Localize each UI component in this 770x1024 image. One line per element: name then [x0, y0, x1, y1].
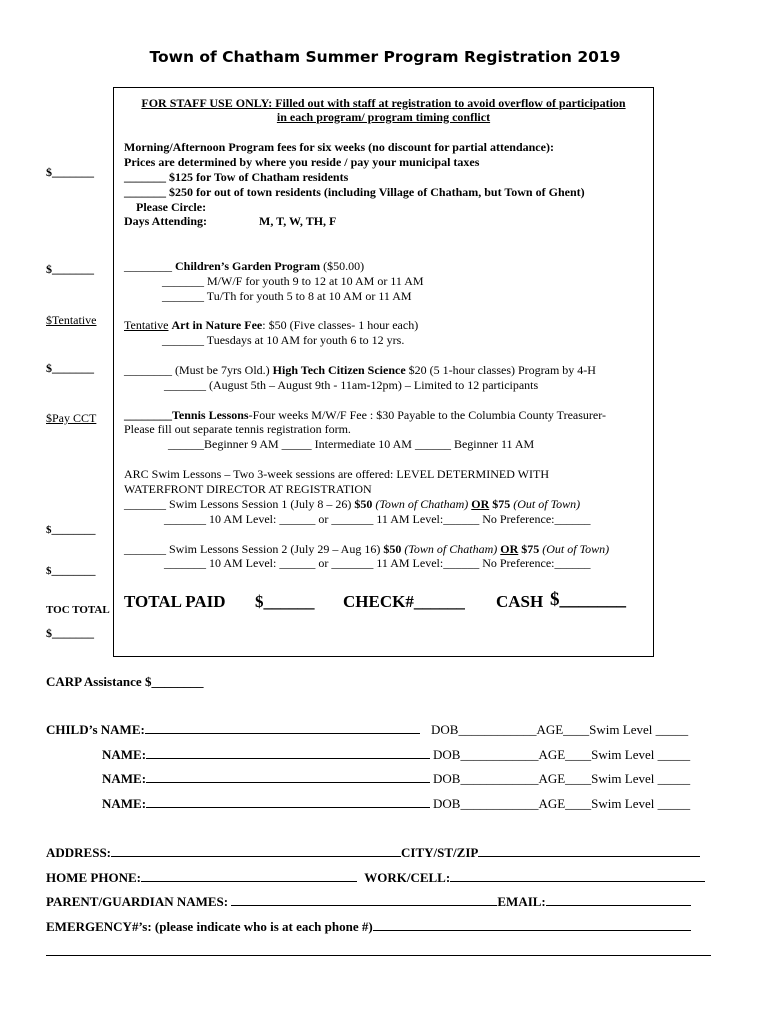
- hightech-dates[interactable]: _______ (August 5th – August 9th - 11am-12pm) – Limited to 12 participants: [164, 378, 539, 392]
- swim-session1-out: (Out of Town): [513, 497, 581, 511]
- child-dob-4[interactable]: DOB____________AGE____Swim Level _____: [433, 796, 691, 811]
- child-name-label: CHILD’s NAME:: [46, 722, 145, 737]
- swim-session2-times[interactable]: _______ 10 AM Level: ______ or _______ 11 AM Level:______ No Preference:______: [164, 556, 591, 570]
- swim-session2-fee2: $75: [521, 542, 540, 556]
- page-title: Town of Chatham Summer Program Registration 2019: [149, 48, 621, 66]
- swim-session2-out: (Out of Town): [542, 542, 610, 556]
- swim-session1-label: _______ Swim Lessons Session 1 (July 8 – 26): [124, 497, 352, 511]
- art-fee: : $50 (Five classes- 1 hour each): [262, 318, 419, 332]
- art-program-name: Art in Nature: [171, 318, 242, 332]
- art-tentative: Tentative: [124, 318, 169, 332]
- phone-field[interactable]: [46, 870, 705, 886]
- cash-blank[interactable]: $_______: [550, 589, 626, 610]
- hightech-fee: $20 (5 1-hour classes) Program by 4-H: [408, 363, 596, 377]
- toc-total-label: TOC TOTAL: [46, 604, 110, 616]
- swim-intro-line1: ARC Swim Lessons – Two 3-week sessions are offered: LEVEL DETERMINED WITH: [124, 467, 549, 481]
- swim-session2-label: _______ Swim Lessons Session 2 (July 29 – Aug 16): [124, 542, 381, 556]
- child-name-1[interactable]: [46, 722, 420, 738]
- tennis-blank[interactable]: ________: [124, 408, 172, 422]
- fee-pay-cct: $Pay CCT: [46, 411, 97, 425]
- swim-session1-fee: $50: [354, 497, 373, 511]
- swim-session2-fee: $50: [383, 542, 402, 556]
- garden-option-tuth[interactable]: _______ Tu/Th for youth 5 to 8 at 10 AM or 11 AM: [162, 289, 412, 303]
- days-attending-label: Days Attending:: [124, 214, 208, 228]
- fee-blank-hightech[interactable]: $_______: [46, 361, 94, 375]
- work-cell-label: WORK/CELL:: [364, 870, 451, 885]
- swim-session2-town: (Town of Chatham): [404, 542, 498, 556]
- email-label: EMAIL:: [497, 894, 546, 909]
- swim-session1[interactable]: [124, 497, 580, 512]
- total-paid-label: TOTAL PAID: [124, 592, 226, 611]
- hightech-program-line: [124, 363, 596, 378]
- swim-session1-or: OR: [471, 497, 490, 511]
- child-dob-2[interactable]: DOB____________AGE____Swim Level _____: [433, 747, 691, 762]
- guardian-label: PARENT/GUARDIAN NAMES:: [46, 894, 229, 909]
- child-name-label: NAME:: [102, 747, 147, 762]
- hightech-prefix: (Must be 7yrs Old.): [175, 363, 270, 377]
- garden-option-mwf[interactable]: _______ M/W/F for youth 9 to 12 at 10 AM or 11 AM: [162, 274, 424, 288]
- child-name-4[interactable]: [102, 796, 430, 812]
- swim-session2-or: OR: [500, 542, 519, 556]
- cash-label: CASH: [496, 592, 544, 611]
- swim-session1-town: (Town of Chatham): [375, 497, 469, 511]
- carp-assistance[interactable]: CARP Assistance $________: [46, 674, 204, 689]
- home-phone-label: HOME PHONE:: [46, 870, 141, 885]
- swim-session1-times[interactable]: _______ 10 AM Level: ______ or _______ 11 AM Level:______ No Preference:______: [164, 512, 591, 526]
- fee-blank-garden[interactable]: $_______: [46, 262, 94, 276]
- garden-program-name: Children’s Garden Program: [175, 259, 321, 273]
- staff-note-line1: FOR STAFF USE ONLY: Filled out with staff at registration to avoid overflow of participation: [141, 96, 626, 110]
- child-name-label: NAME:: [102, 796, 147, 811]
- resident-fee-option[interactable]: _______ $125 for Tow of Chatham residents: [124, 170, 349, 184]
- child-dob-1[interactable]: DOB____________AGE____Swim Level _____: [431, 722, 689, 737]
- toc-total-blank[interactable]: $_______: [46, 626, 94, 640]
- check-number-blank[interactable]: CHECK#______: [343, 592, 465, 611]
- garden-program-fee: ($50.00): [323, 259, 365, 273]
- staff-note-line2: in each program/ program timing conflict: [276, 110, 491, 124]
- fee-blank-swim1[interactable]: $________: [46, 524, 96, 536]
- days-attending-options[interactable]: M, T, W, TH, F: [259, 214, 337, 228]
- program-fees-note: Prices are determined by where you reside / pay your municipal taxes: [124, 155, 480, 169]
- tennis-program-name: Tennis Lessons: [172, 408, 249, 422]
- tennis-program-line: [124, 408, 606, 423]
- please-circle-label: Please Circle:: [136, 200, 207, 214]
- child-name-label: NAME:: [102, 771, 147, 786]
- hightech-program-name: High Tech Citizen Science: [272, 363, 406, 377]
- child-dob-3[interactable]: DOB____________AGE____Swim Level _____: [433, 771, 691, 786]
- address-field[interactable]: [46, 845, 700, 861]
- hightech-blank[interactable]: ________: [124, 363, 172, 377]
- fee-blank-swim2[interactable]: $________: [46, 565, 96, 577]
- fee-tentative: $Tentative: [46, 313, 97, 327]
- guardian-field[interactable]: [46, 894, 691, 910]
- program-fees-heading: Morning/Afternoon Program fees for six weeks (no discount for partial attendance):: [124, 140, 554, 154]
- emergency-label: EMERGENCY#’s: (please indicate who is at each phone #): [46, 919, 373, 934]
- child-name-3[interactable]: [102, 771, 430, 787]
- art-option-tuesday[interactable]: _______ Tuesdays at 10 AM for youth 6 to 12 yrs.: [162, 333, 405, 347]
- art-program-line: [124, 318, 418, 333]
- swim-intro-line2: WATERFRONT DIRECTOR AT REGISTRATION: [124, 482, 372, 496]
- tennis-fee: -Four weeks M/W/F Fee : $30 Payable to the Columbia County Treasurer-: [248, 408, 606, 422]
- swim-session1-fee2: $75: [492, 497, 511, 511]
- garden-blank[interactable]: ________: [124, 259, 172, 273]
- garden-program-line: [124, 259, 364, 274]
- nonresident-fee-option[interactable]: _______ $250 for out of town residents (including Village of Chatham, but Town of Ghent): [124, 185, 585, 199]
- tennis-levels[interactable]: ______Beginner 9 AM _____ Intermediate 10 AM ______ Beginner 11 AM: [168, 437, 535, 451]
- total-paid-blank[interactable]: $______: [255, 592, 315, 611]
- city-label: CITY/ST/ZIP: [401, 845, 479, 860]
- address-label: ADDRESS:: [46, 845, 112, 860]
- art-fee-label: Fee: [244, 318, 263, 332]
- emergency-field[interactable]: [46, 919, 691, 935]
- fee-blank-program[interactable]: $_______: [46, 165, 94, 179]
- emergency-extra-line[interactable]: [46, 955, 711, 956]
- tennis-form-note: Please fill out separate tennis registration form.: [124, 422, 351, 436]
- swim-session2[interactable]: [124, 542, 609, 557]
- child-name-2[interactable]: [102, 747, 430, 763]
